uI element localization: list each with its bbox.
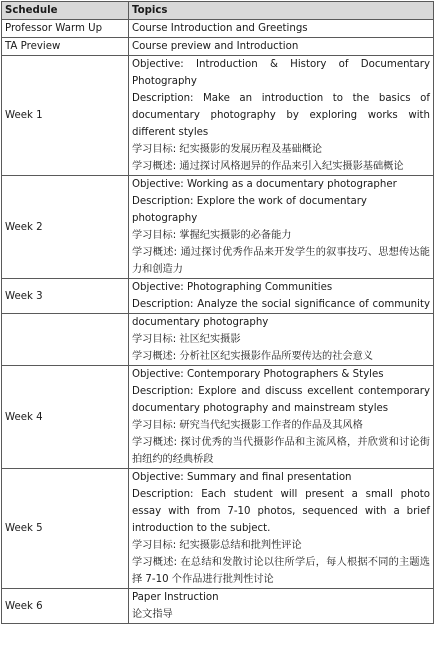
topic-line: 学习目标: 纪实摄影总结和批判性评论	[132, 540, 302, 551]
schedule-table	[1, 1, 434, 624]
table-row	[2, 56, 434, 176]
topic-line: 学习概述: 在总结和发散讨论以往所学后，每人根据不同的主题选择 7-10 个作品进行批判性讨论	[132, 557, 430, 585]
table-row	[2, 314, 434, 366]
table-row	[2, 589, 434, 624]
topics-cell	[129, 279, 434, 314]
topic-line: Course preview and Introduction	[132, 41, 299, 52]
header-schedule: Schedule	[2, 2, 129, 20]
header-topics: Topics	[129, 2, 434, 20]
topic-line: Objective: Introduction & History of Documentary Photography	[132, 59, 430, 87]
topic-line: Description: Explore and discuss excellent contemporary documentary photography and mainstream styles	[132, 386, 430, 414]
topic-line: Description: Each student will present a small photo essay with from 7-10 photos, sequenced with a brief introduction to the subject.	[132, 489, 430, 534]
schedule-cell: Week 5	[2, 469, 129, 589]
schedule-cell	[2, 314, 129, 366]
table-row	[2, 20, 434, 38]
schedule-cell: Week 4	[2, 366, 129, 469]
topics-cell	[129, 366, 434, 469]
topic-line: 论文指导	[132, 609, 173, 620]
topic-line: 学习概述: 探讨优秀的当代摄影作品和主流风格，并欣赏和讨论街拍纽约的经典桥段	[132, 437, 430, 465]
topic-line: Description: Analyze the social significance of community	[132, 299, 430, 310]
topic-line: 学习目标: 研究当代纪实摄影工作者的作品及其风格	[132, 420, 363, 431]
topics-cell	[129, 56, 434, 176]
topic-line: 学习概述: 通过探讨优秀作品来开发学生的叙事技巧、思想传达能力和创造力	[132, 247, 430, 275]
schedule-cell: Week 3	[2, 279, 129, 314]
topic-line: 学习概述: 分析社区纪实摄影作品所要传达的社会意义	[132, 351, 373, 362]
table-row	[2, 38, 434, 56]
table-row	[2, 279, 434, 314]
topic-line: Objective: Photographing Communities	[132, 282, 333, 293]
schedule-cell: Professor Warm Up	[2, 20, 129, 38]
topic-line: 学习目标: 纪实摄影的发展历程及基础概论	[132, 144, 323, 155]
topic-line: 学习概述: 通过探讨风格迥异的作品来引入纪实摄影基础概论	[132, 161, 404, 172]
topic-line: Description: Make an introduction to the basics of documentary photography by exploring works with different styles	[132, 93, 430, 138]
topic-line: Objective: Contemporary Photographers & Styles	[132, 369, 384, 380]
schedule-cell: Week 2	[2, 176, 129, 279]
schedule-cell: TA Preview	[2, 38, 129, 56]
topic-line: Description: Explore the work of documentary photography	[132, 196, 367, 224]
table-header-row	[2, 2, 434, 20]
topics-cell	[129, 176, 434, 279]
topic-line: Objective: Summary and final presentation	[132, 472, 352, 483]
table-row	[2, 176, 434, 279]
topic-line: documentary photography	[132, 317, 269, 328]
topic-line: Objective: Working as a documentary photographer	[132, 179, 397, 190]
topic-line: Course Introduction and Greetings	[132, 23, 308, 34]
topic-line: 学习目标: 社区纪实摄影	[132, 334, 241, 345]
topics-cell	[129, 38, 434, 56]
topics-cell	[129, 469, 434, 589]
topics-cell	[129, 589, 434, 624]
topics-cell	[129, 314, 434, 366]
schedule-cell: Week 6	[2, 589, 129, 624]
topic-line: Paper Instruction	[132, 592, 219, 603]
topic-line: 学习目标: 掌握纪实摄影的必备能力	[132, 230, 292, 241]
table-row	[2, 366, 434, 469]
table-row	[2, 469, 434, 589]
schedule-cell: Week 1	[2, 56, 129, 176]
topics-cell	[129, 20, 434, 38]
